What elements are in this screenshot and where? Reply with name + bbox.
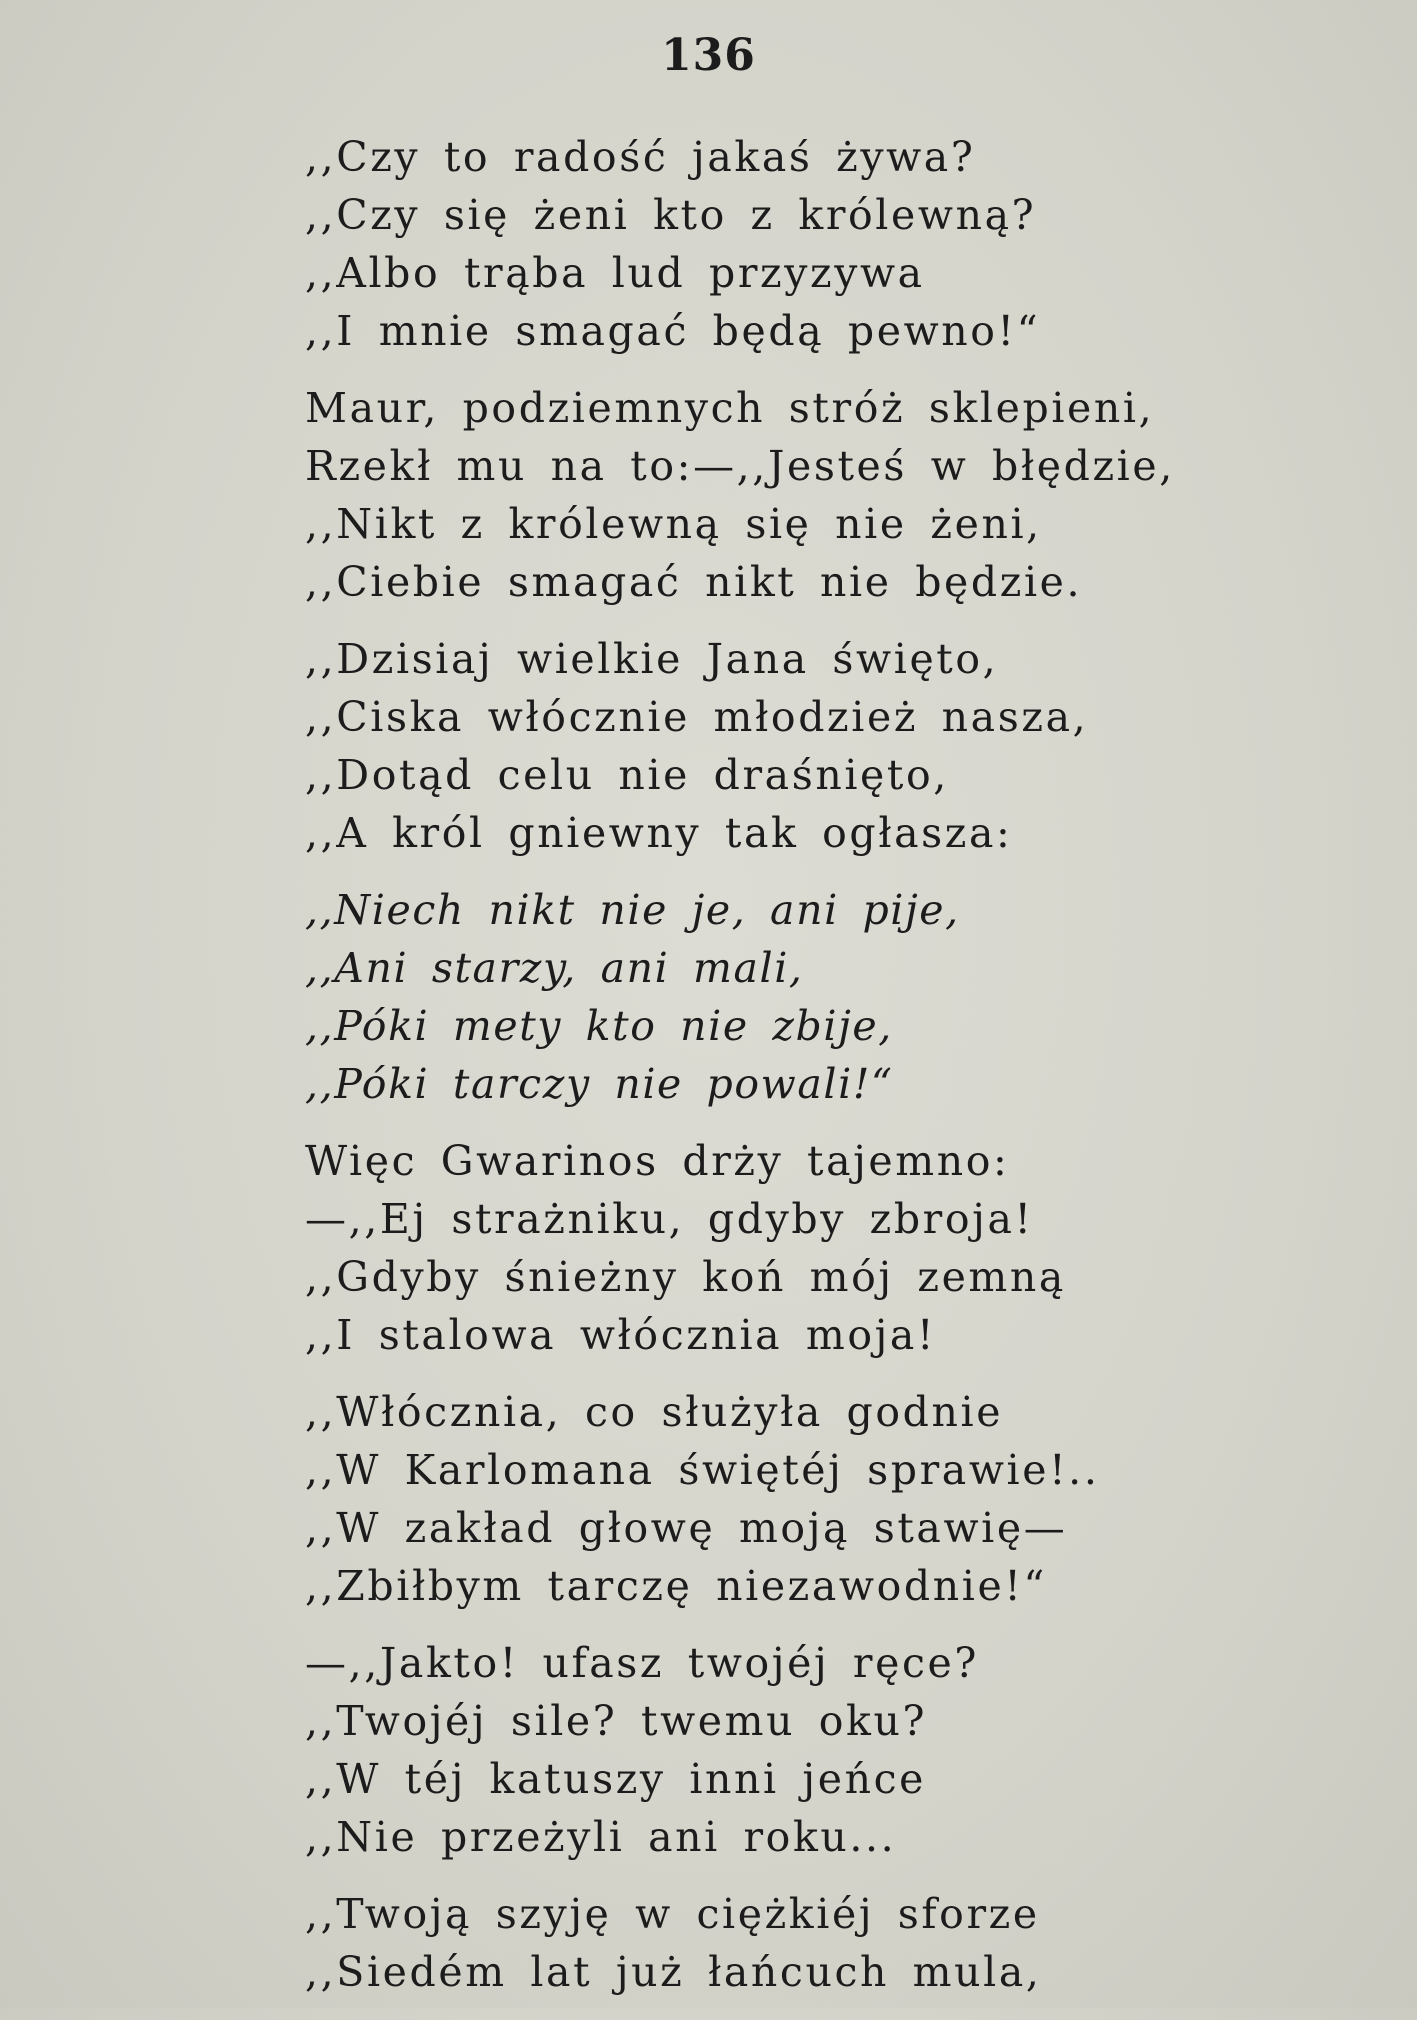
verse-line: ,,I mnie smagać będą pewno!“ [305, 307, 1041, 355]
stanza-2 [305, 379, 1305, 611]
poem-text [305, 128, 1305, 2020]
verse-line: ,,Siedém lat już łańcuch mula, [305, 1948, 1042, 1996]
verse-line: ,,Twoją szyję w ciężkiéj sforze [305, 1890, 1040, 1938]
verse-line: ,,W Karlomana świętéj sprawie!.. [305, 1446, 1100, 1494]
verse-line: ,,Nikt z królewną się nie żeni, [305, 500, 1042, 548]
verse-line: ,,Dzisiaj wielkie Jana święto, [305, 635, 999, 683]
verse-line: Maur, podziemnych stróż sklepieni, [305, 384, 1155, 432]
verse-line: ,,W téj katuszy inni jeńce [305, 1755, 927, 1803]
stanza-4-italic [305, 881, 1305, 1113]
verse-line: ,,Zbiłbym tarczę niezawodnie!“ [305, 1562, 1047, 1610]
verse-line: ,,Póki mety kto nie zbije, [305, 1002, 893, 1050]
verse-line: —,,Ej strażniku, gdyby zbroja! [305, 1195, 1034, 1243]
stanza-7 [305, 1634, 1305, 1866]
verse-line: ,,Niech nikt nie je, ani pije, [305, 886, 960, 934]
stanza-8 [305, 1885, 1305, 2001]
verse-line: Więc Gwarinos drży tajemno: [305, 1137, 1010, 1185]
verse-line: ,,Ciska włócznie młodzież nasza, [305, 693, 1089, 741]
stanza-3 [305, 630, 1305, 862]
verse-line: ,,W zakład głowę moją stawię— [305, 1504, 1068, 1552]
verse-line: ,,Ani starzy, ani mali, [305, 944, 804, 992]
page-number: 136 [661, 30, 756, 81]
verse-line: ,,Czy to radość jakaś żywa? [305, 133, 976, 181]
verse-line: ,,Ciebie smagać nikt nie będzie. [305, 558, 1083, 606]
verse-line: ,,I stalowa włócznia moja! [305, 1311, 937, 1359]
verse-line: ,,Nie przeżyli ani roku... [305, 1813, 897, 1861]
verse-line: ,,Dotąd celu nie draśnięto, [305, 751, 949, 799]
verse-line: ,,Twojéj sile? twemu oku? [305, 1697, 928, 1745]
stanza-1 [305, 128, 1305, 360]
verse-line: —,,Jakto! ufasz twojéj ręce? [305, 1639, 980, 1687]
stanza-5 [305, 1132, 1305, 1364]
stanza-6 [305, 1383, 1305, 1615]
verse-line: ,,Póki tarczy nie powali!“ [305, 1060, 894, 1108]
verse-line: ,,Czy się żeni kto z królewną? [305, 191, 1037, 239]
verse-line: ,,Włócznia, co służyła godnie [305, 1388, 1004, 1436]
verse-line: ,,Gdyby śnieżny koń mój zemną [305, 1253, 1066, 1301]
verse-line: Rzekł mu na to:—,,Jesteś w błędzie, [305, 442, 1175, 490]
verse-line: ,,A król gniewny tak ogłasza: [305, 809, 1013, 857]
verse-line: ,,Albo trąba lud przyzywa [305, 249, 925, 297]
